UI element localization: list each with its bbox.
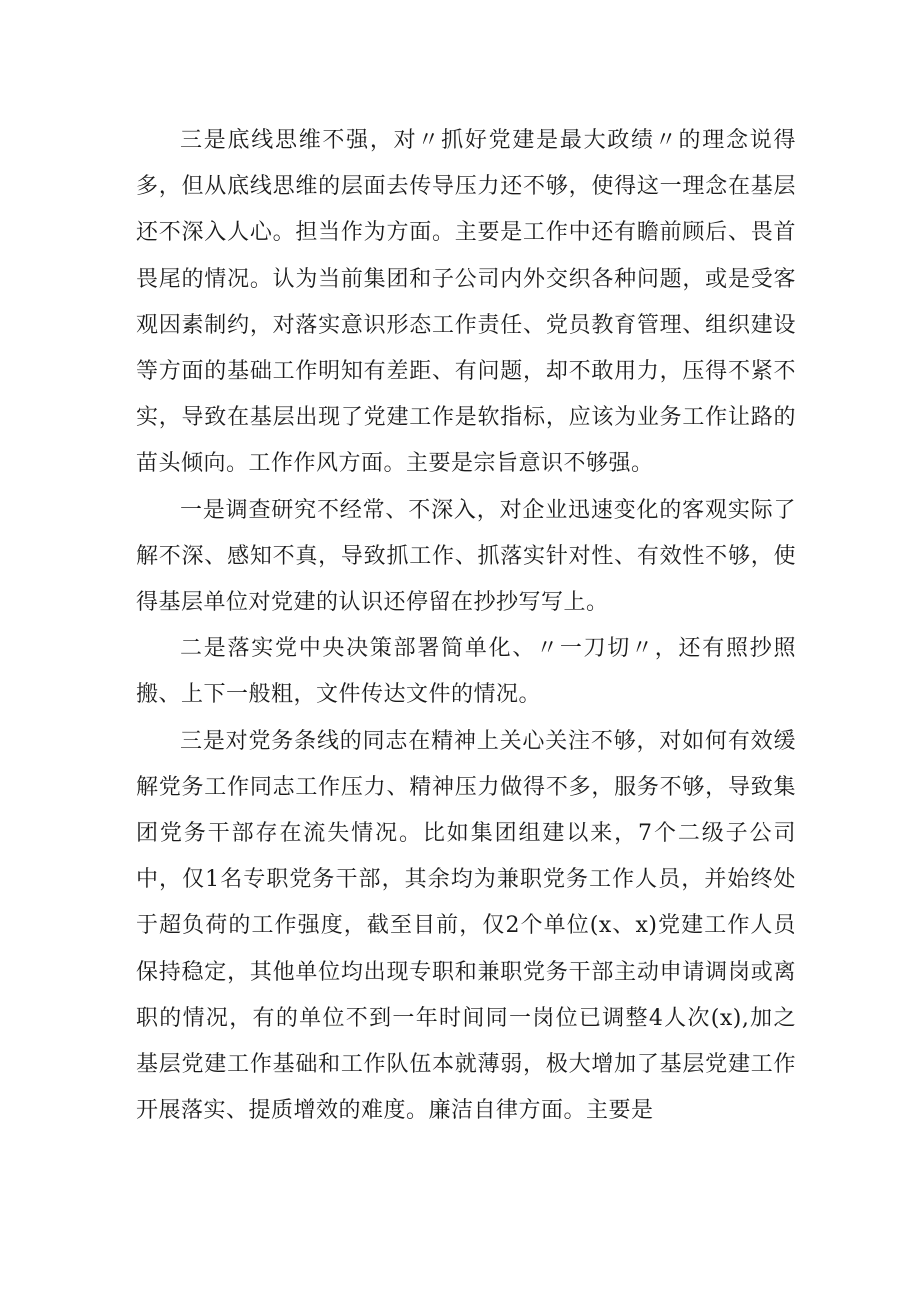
paragraph-policy-implementation: 二是落实党中央决策部署简单化、〃一刀切〃，还有照抄照搬、上下一般粗，文件传达文件的情况。 [136,636,796,708]
document-body [136,118,796,1134]
paragraph-bottom-line-thinking: 三是底线思维不强，对〃抓好党建是最大政绩〃的理念说得多，但从底线思维的层面去传导压力还不够，使得这一理念在基层还不深入人心。担当作为方面。主要是工作中还有瞻前顾后、畏首畏尾的情况。认为当前集团和子公司内外交织各种问题，或是受客观因素制约，对落实意识形态工作责任、党员教育管理、组织建设等方面的基础工作明知有差距、有问题，却不敢用力，压得不紧不实，导致在基层出现了党建工作是软指标，应该为业务工作让路的苗头倾向。工作作风方面。主要是宗旨意识不够强。 [136,128,796,477]
paragraph-party-staff-care: 三是对党务条线的同志在精神上关心关注不够，对如何有效缓解党务工作同志工作压力、精神压力做得不多，服务不够，导致集团党务干部存在流失情况。比如集团组建以来，7个二级子公司中，仅1名专职党务干部，其余均为兼职党务工作人员，并始终处于超负荷的工作强度，截至目前，仅2个单位(x、x)党建工作人员保持稳定，其他单位均出现专职和兼职党务干部主动申请调岗或离职的情况，有的单位不到一年时间同一岗位已调整4人次(x),加之基层党建工作基础和工作队伍本就薄弱，极大增加了基层党建工作开展落实、提质增效的难度。廉洁自律方面。主要是 [136,728,796,1124]
paragraph-investigation-research: 一是调查研究不经常、不深入，对企业迅速变化的客观实际了解不深、感知不真，导致抓工作、抓落实针对性、有效性不够，使得基层单位对党建的认识还停留在抄抄写写上。 [136,497,796,616]
